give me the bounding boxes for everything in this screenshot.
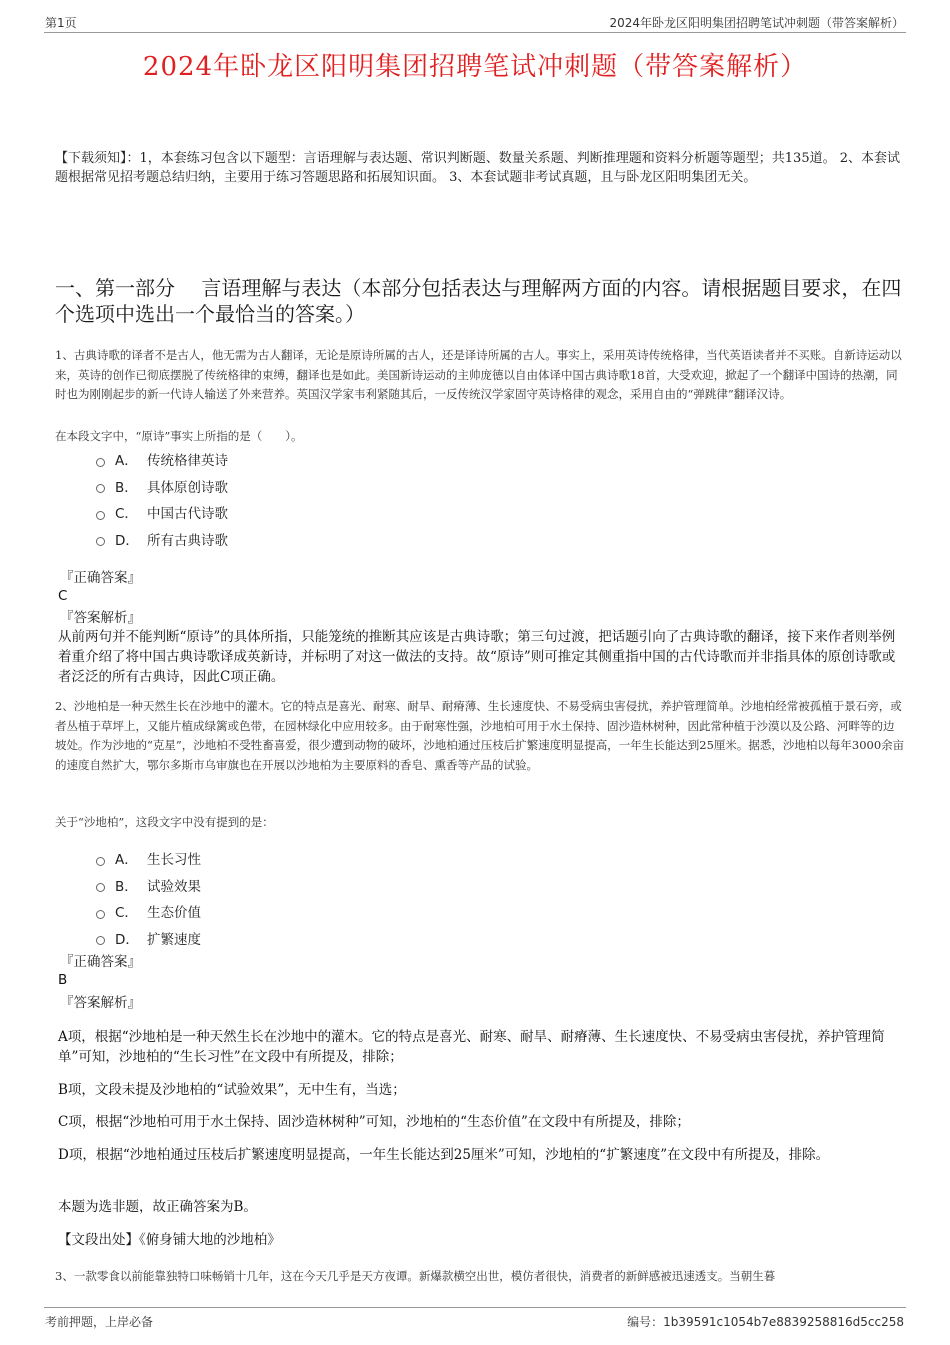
footer-code-value: 1b39591c1054b7e8839258816d5cc258 [663, 1315, 904, 1329]
question-1-options [96, 446, 228, 552]
header-doc-title: 2024年卧龙区阳明集团招聘笔试冲刺题（带答案解析） [609, 16, 904, 30]
footer-code [627, 1313, 904, 1330]
question-2-passage: 2、沙地柏是一种天然生长在沙地中的灌木。它的特点是喜光、耐寒、耐旱、耐瘠薄、生长速度快、不易受病虫害侵扰，养护管理简单。沙地柏经常被孤植于景石旁，或者丛植于草坪上，又能片植成绿篱或色带，在园林绿化中应用较多。由于耐寒性强，沙地柏可用于水土保持、固沙造林树种，因此常种植于沙漠以及公路、河畔等的边坡处。作为沙地的“克星”，沙地柏不受牲畜喜爱，很少遭到动物的破坏，沙地柏通过压枝后扩繁速度明显提高，一年生长能达到25厘米。据悉，沙地柏以每年3000余亩的速度自然扩大，鄂尔多斯市乌审旗也在开展以沙地柏为主要原料的香皂、熏香等产品的试验。 [55, 699, 905, 772]
question-1-explain-label: 『答案解析』 [60, 610, 141, 626]
radio-icon[interactable] [96, 910, 105, 919]
question-2-explanation-a: A项，根据“沙地柏是一种天然生长在沙地中的灌木。它的特点是喜光、耐寒、耐旱、耐瘠薄、生长速度快、不易受病虫害侵扰，养护管理简单”可知，沙地柏的“生长习性”在文段中有所提及，排除； [58, 1029, 885, 1065]
question-2-explain-label: 『答案解析』 [60, 995, 141, 1011]
question-2-options [96, 845, 201, 951]
question-2-answer-label: 『正确答案』 [60, 954, 141, 970]
document-title: 2024年卧龙区阳明集团招聘笔试冲刺题（带答案解析） [142, 52, 808, 82]
footer-code-label: 编号： [627, 1315, 664, 1329]
question-1-answer-label: 『正确答案』 [60, 570, 141, 586]
page-number: 第1页 [45, 16, 77, 30]
radio-icon[interactable] [96, 936, 105, 945]
footer-slogan: 考前押题，上岸必备 [45, 1315, 154, 1329]
question-1-explanation: 从前两句并不能判断“原诗”的具体所指，只能笼统的推断其应该是古典诗歌；第三句过渡，把话题引向了古典诗歌的翻译，接下来作者则举例着重介绍了将中国古典诗歌译成英新诗，并标明了对这一做法的支持。故“原诗”则可推定其侧重指中国的古代诗歌而并非指具体的原创诗歌或者泛泛的所有古典诗，因此C项正确。 [58, 629, 896, 685]
download-notice: 【下载须知】：1，本套练习包含以下题型：言语理解与表达题、常识判断题、数量关系题、判断推理题和资料分析题等题型；共135道。 2、本套试题根据常见招考题总结归纳，主要用于练习答题思路和拓展知识面。 3、本套试题非考试真题，且与卧龙区阳明集团无关。 [55, 151, 900, 185]
question-1-option-d[interactable]: D． 所有古典诗歌 [96, 526, 228, 553]
question-2-source: 【文段出处】《俯身铺大地的沙地柏》 [58, 1232, 281, 1248]
question-1-passage: 1、古典诗歌的译者不是古人，他无需为古人翻译，无论是原诗所属的古人，还是译诗所属的古人。事实上，采用英诗传统格律，当代英语读者并不买账。自新诗运动以来，英诗的创作已彻底摆脱了传统格律的束缚，翻译也是如此。美国新诗运动的主帅庞德以自由体译中国古典诗歌18首，大受欢迎，掀起了一个翻译中国诗的热潮，同时也为刚刚起步的新一代诗人输送了外来营养。英国汉学家韦利紧随其后，一反传统汉学家固守英诗格律的观念，采用自由的“弹跳律”翻译汉诗。 [55, 348, 902, 402]
question-2-option-c[interactable]: C． 生态价值 [96, 898, 201, 925]
question-2-prompt: 关于“沙地柏”，这段文字中没有提到的是： [55, 815, 274, 829]
radio-icon[interactable] [96, 857, 105, 866]
question-1-option-b[interactable]: B． 具体原创诗歌 [96, 473, 228, 500]
question-2-explanation-c: C项，根据“沙地柏可用于水土保持、固沙造林树种”可知，沙地柏的“生态价值”在文段中有所提及，排除； [58, 1114, 690, 1130]
question-1-prompt: 在本段文字中，“原诗”事实上所指的是（ ）。 [55, 429, 303, 443]
question-1-option-c[interactable]: C． 中国古代诗歌 [96, 499, 228, 526]
header-divider [44, 32, 906, 33]
radio-icon[interactable] [96, 511, 105, 520]
question-2-option-d[interactable]: D． 扩繁速度 [96, 925, 201, 952]
radio-icon[interactable] [96, 484, 105, 493]
radio-icon[interactable] [96, 883, 105, 892]
radio-icon[interactable] [96, 537, 105, 546]
question-1-answer: C [58, 588, 68, 604]
question-2-answer: B [58, 972, 68, 988]
question-2-option-b[interactable]: B． 试验效果 [96, 872, 201, 899]
question-2-explanation-b: B项，文段未提及沙地柏的“试验效果”，无中生有，当选； [58, 1082, 406, 1098]
footer-divider [44, 1307, 906, 1308]
question-2-explanation-d: D项，根据“沙地柏通过压枝后扩繁速度明显提高，一年生长能达到25厘米”可知，沙地柏的“扩繁速度”在文段中有所提及，排除。 [58, 1147, 830, 1163]
question-1-option-a[interactable]: A． 传统格律英诗 [96, 446, 228, 473]
question-3-passage: 3、一款零食以前能靠独特口味畅销十几年，这在今天几乎是天方夜谭。新爆款横空出世，模仿者很快，消费者的新鲜感被迅速透支。当朝生暮 [55, 1269, 776, 1283]
question-2-conclusion: 本题为选非题，故正确答案为B。 [58, 1199, 257, 1215]
section-heading: 一、第一部分 言语理解与表达（本部分包括表达与理解两方面的内容。请根据题目要求，在四个选项中选出一个最恰当的答案。） [55, 276, 902, 326]
question-2-option-a[interactable]: A． 生长习性 [96, 845, 201, 872]
radio-icon[interactable] [96, 458, 105, 467]
